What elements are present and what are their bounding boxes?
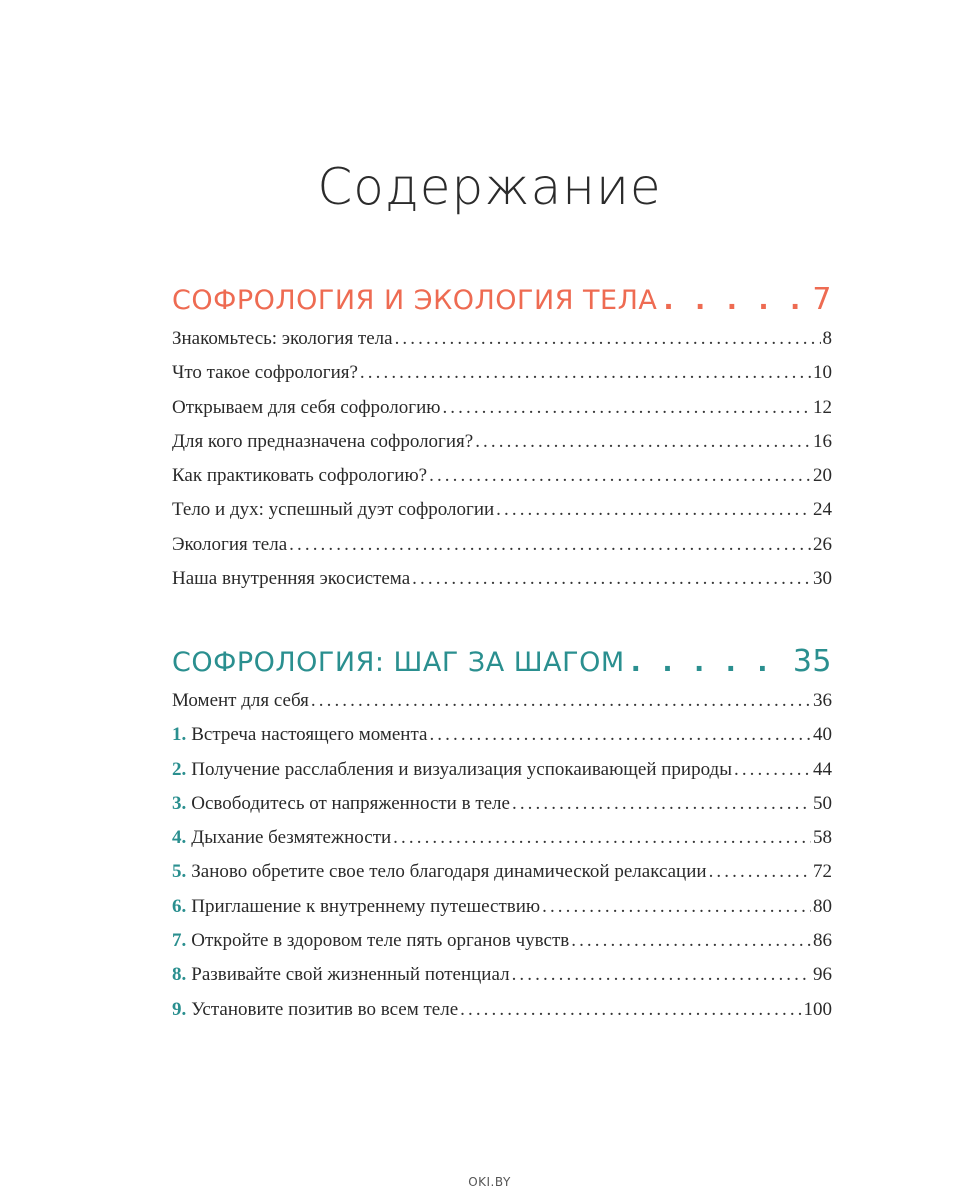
toc-entry[interactable] (172, 362, 832, 396)
entry-page-number: 36 (813, 690, 832, 711)
entry-page-number: 8 (822, 328, 832, 349)
toc-entry[interactable] (172, 568, 832, 602)
watermark-text: OKI.BY (468, 1175, 511, 1189)
dot-leader (360, 362, 811, 384)
entry-title: Наша внутренняя экосистема (172, 568, 411, 590)
toc-entry[interactable] (172, 759, 832, 793)
entry-title: Встреча настоящего момента (191, 724, 428, 746)
section-page-number: 35 (792, 644, 832, 679)
entry-title: Освободитесь от напряженности в теле (191, 792, 510, 814)
dot-leader (734, 759, 811, 781)
entry-title: Тело и дух: успешный дуэт софрологии (172, 499, 495, 521)
entry-title: Что такое софрология? (172, 362, 358, 384)
dot-leader (289, 534, 811, 556)
dot-leader (512, 793, 811, 815)
entry-title: Приглашение к внутреннему путешествию (191, 895, 541, 917)
entry-list (172, 328, 832, 602)
entry-title: Заново обретите свое тело благодаря динамической релаксации (191, 861, 707, 883)
section-heading (172, 644, 832, 686)
dot-leader (429, 465, 811, 487)
toc-section-2 (172, 644, 832, 1033)
entry-title: Получение расслабления и визуализация успокаивающей природы (191, 758, 732, 780)
dot-leader (475, 431, 811, 453)
entry-page-number: 58 (813, 827, 832, 849)
toc-entry[interactable] (172, 499, 832, 533)
dot-leader (512, 964, 811, 986)
entry-page-number: 16 (813, 430, 832, 452)
entry-number: 4. (172, 827, 187, 849)
dot-leader (542, 896, 811, 918)
toc-entry[interactable] (172, 431, 832, 465)
entry-page-number: 30 (813, 568, 832, 590)
dot-leader (393, 827, 811, 849)
dot-leader (631, 647, 787, 678)
toc-entry[interactable] (172, 328, 832, 362)
entry-title: Открываем для себя софрологию (172, 396, 441, 418)
entry-title: Знакомьтесь: экология тела (172, 328, 393, 349)
dot-leader (709, 861, 811, 883)
entry-page-number: 10 (813, 362, 832, 384)
dot-leader (663, 285, 806, 316)
entry-page-number: 100 (803, 998, 832, 1020)
entry-number: 8. (172, 964, 187, 986)
entry-number: 3. (172, 792, 187, 814)
entry-number: 1. (172, 724, 187, 746)
entry-page-number: 50 (813, 792, 832, 814)
toc-entry[interactable] (172, 397, 832, 431)
dot-leader (395, 328, 821, 350)
toc-entry[interactable] (172, 690, 832, 724)
section-heading-label: СОФРОЛОГИЯ И ЭКОЛОГИЯ ТЕЛА (172, 285, 658, 316)
toc-section-1 (172, 282, 832, 602)
toc-entry[interactable] (172, 930, 832, 964)
entry-title: Откройте в здоровом теле пять органов чувств (191, 930, 570, 952)
dot-leader (571, 930, 811, 952)
entry-page-number: 20 (813, 465, 832, 487)
toc-entry[interactable] (172, 465, 832, 499)
entry-list (172, 690, 832, 1033)
dot-leader (429, 724, 811, 746)
dot-leader (460, 999, 801, 1021)
entry-number: 6. (172, 895, 187, 917)
toc-entry[interactable] (172, 896, 832, 930)
entry-page-number: 72 (813, 861, 832, 883)
section-page-number: 7 (812, 282, 832, 317)
dot-leader (496, 499, 811, 521)
page-title: Содержание (317, 158, 662, 216)
entry-title: Развивайте свой жизненный потенциал (191, 964, 510, 986)
entry-page-number: 86 (813, 930, 832, 952)
toc-entry[interactable] (172, 793, 832, 827)
entry-page-number: 24 (813, 499, 832, 521)
dot-leader (442, 397, 811, 419)
toc-entry[interactable] (172, 964, 832, 998)
entry-page-number: 44 (813, 758, 832, 780)
toc-entry[interactable] (172, 534, 832, 568)
entry-number: 2. (172, 758, 187, 780)
entry-number: 5. (172, 861, 187, 883)
toc-entry[interactable] (172, 861, 832, 895)
toc-entry[interactable] (172, 724, 832, 758)
entry-title: Экология тела (172, 533, 288, 555)
entry-page-number: 26 (813, 533, 832, 555)
entry-title: Дыхание безмятежности (191, 827, 392, 849)
entry-title: Установите позитив во всем теле (191, 998, 459, 1020)
dot-leader (412, 568, 811, 590)
section-heading (172, 282, 832, 324)
entry-title: Момент для себя (172, 690, 309, 711)
entry-page-number: 40 (813, 724, 832, 746)
entry-number: 7. (172, 930, 187, 952)
dot-leader (311, 690, 811, 712)
toc-entry[interactable] (172, 827, 832, 861)
entry-number: 9. (172, 998, 187, 1020)
entry-title: Как практиковать софрологию? (172, 465, 428, 487)
entry-page-number: 96 (813, 964, 832, 986)
entry-page-number: 80 (813, 895, 832, 917)
section-heading-label: СОФРОЛОГИЯ: ШАГ ЗА ШАГОМ (172, 647, 625, 678)
entry-page-number: 12 (813, 396, 832, 418)
toc-entry[interactable] (172, 999, 832, 1033)
entry-title: Для кого предназначена софрология? (172, 430, 474, 452)
